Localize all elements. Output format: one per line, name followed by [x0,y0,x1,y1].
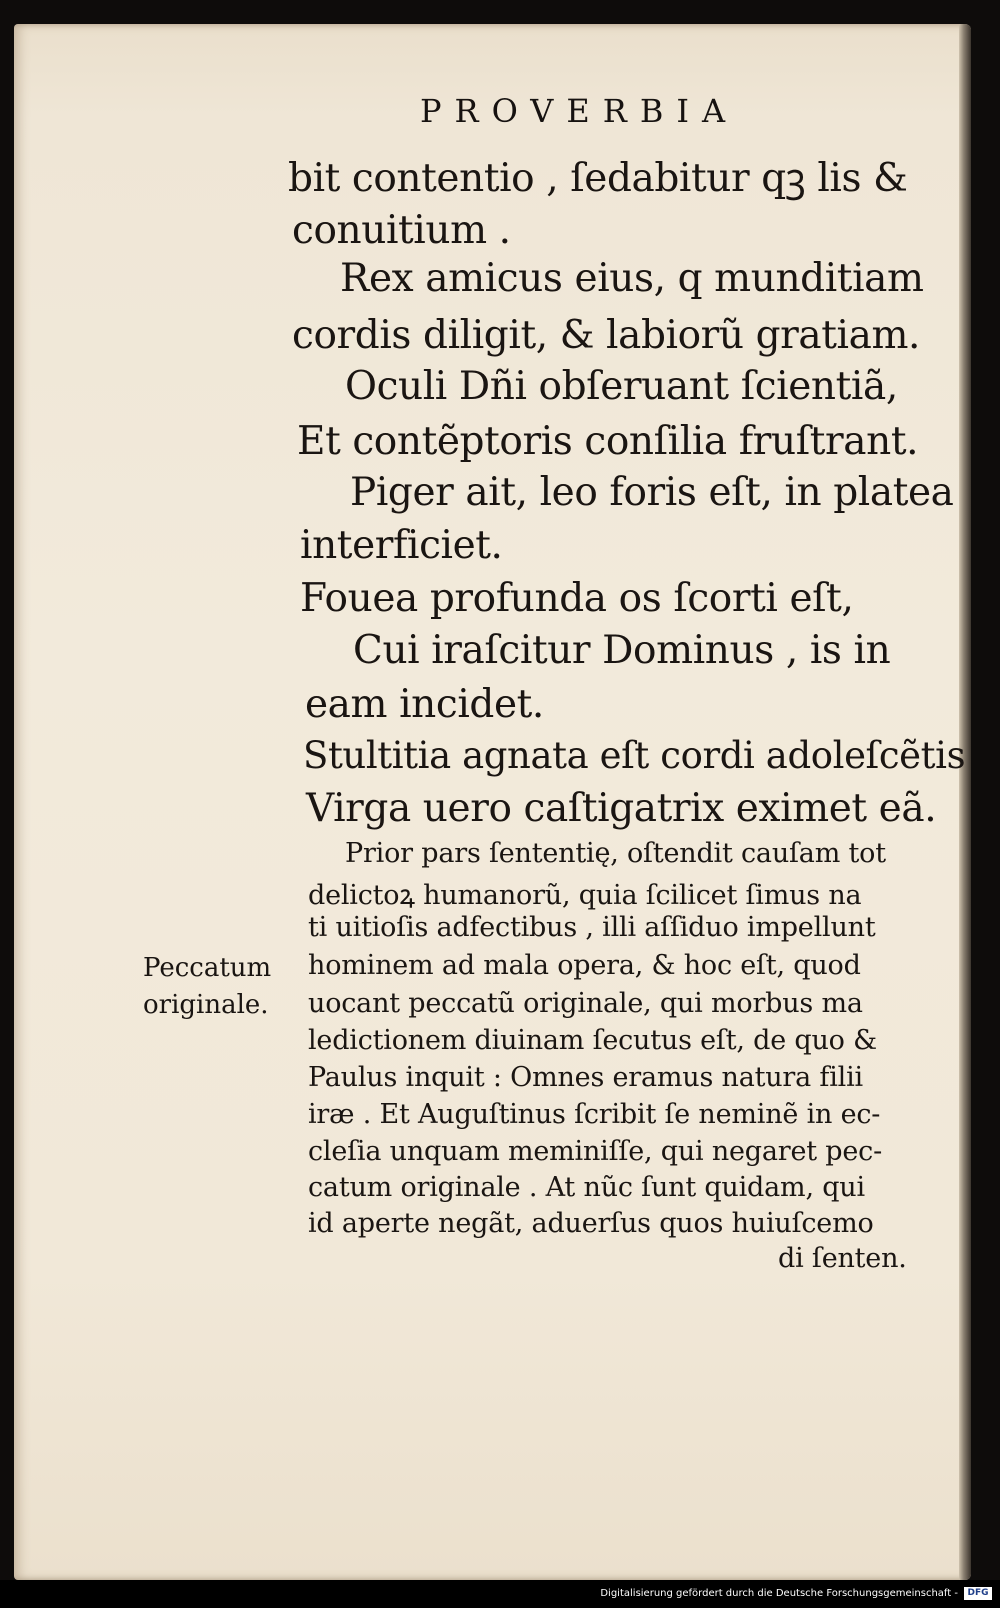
digitization-credit: Digitalisierung gefördert durch die Deutsche Forschungsgemeinschaft - [600,1588,958,1599]
verse-line-5: Oculi Dñi obſeruant ſcientiã, [345,364,898,409]
dfg-logo: DFG [964,1587,992,1600]
verse-line-1: bit contentio , ſedabitur qꝫ lis & [288,156,908,201]
verse-line-8: interficiet. [300,523,503,568]
margin-note-line-1: Peccatum [143,953,272,983]
running-head: PROVERBIA [420,92,739,130]
commentary-line-8: iræ . Et Auguſtinus ſcribit ſe neminẽ in ec- [308,1099,881,1130]
verse-line-12: Stultitia agnata eſt cordi adoleſcẽtis [303,734,966,777]
commentary-line-1: Prior pars ſententię, oſtendit cauſam tot [345,838,886,869]
commentary-line-7: Paulus inquit : Omnes eramus natura filii [308,1062,863,1093]
verse-line-4: cordis diligit, & labiorũ gratiam. [292,313,921,358]
verse-line-9: Fouea profunda os ſcorti eſt, [300,576,854,621]
verse-line-3: Rex amicus eius, q munditiam [340,256,924,301]
commentary-line-9: cleſia unquam meminiſſe, qui negaret pec- [308,1136,883,1167]
commentary-line-3: ti uitioſis adfectibus , illi aſſiduo impellunt [308,912,876,943]
page-edge [959,24,971,1580]
margin-note-line-2: originale. [143,990,269,1020]
verse-line-6: Et contẽptoris conſilia fruſtrant. [297,419,919,464]
commentary-line-11: id aperte negãt, aduerſus quos huiuſcemo [308,1208,874,1239]
commentary-line-4: hominem ad mala opera, & hoc eſt, quod [308,950,861,981]
verse-line-7: Piger ait, leo foris eſt, in platea [350,470,954,515]
commentary-line-2: delictoꝝ humanorũ, quia ſcilicet ſimus na [308,880,862,911]
commentary-line-10: catum originale . At nũc ſunt quidam, qui [308,1172,865,1203]
commentary-line-6: ledictionem diuinam ſecutus eſt, de quo & [308,1025,877,1056]
verse-line-2: conuitium . [292,208,511,253]
verse-line-11: eam incidet. [305,682,544,727]
commentary-line-5: uocant peccatũ originale, qui morbus ma [308,988,863,1019]
verse-line-10: Cui iraſcitur Dominus , is in [353,628,891,673]
verse-line-13: Virga uero caſtigatrix eximet eã. [306,786,937,831]
commentary-line-12: di ſenten. [778,1243,907,1274]
